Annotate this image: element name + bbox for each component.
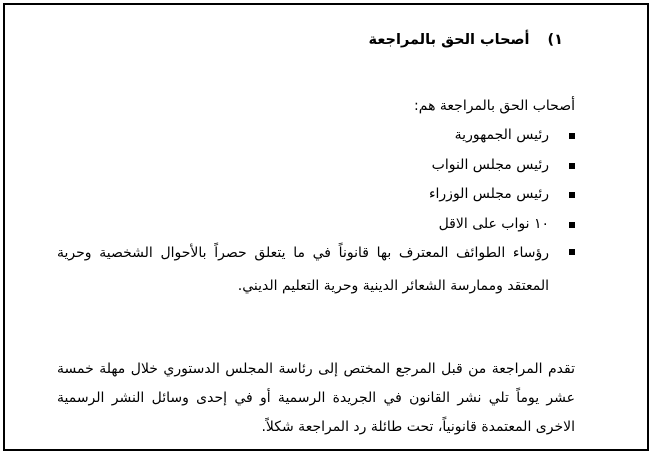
section-title: أصحاب الحق بالمراجعة: [368, 32, 530, 48]
document-body: [5, 5, 647, 449]
list-item: رؤساء الطوائف المعترف بها قانوناً في ما يتعلق حصراً بالأحوال الشخصية وحرية المعتقد وممارسة الشعائر الدينية وحرية التعليم الديني.: [57, 237, 575, 303]
list-item: ١٠ نواب على الاقل: [57, 210, 575, 240]
body-paragraph: تقدم المراجعة من قبل المرجع المختص إلى رئاسة المجلس الدستوري خلال مهلة خمسة عشر يوماً تلي نشر القانون في الجريدة الرسمية أو في إحدى وسائل النشر الرسمية الاخرى المعتمدة قانونياً، تحت طائلة رد المراجعة شكلاً.: [57, 361, 575, 435]
document-frame: [3, 3, 649, 451]
list-item: رئيس مجلس الوزراء: [57, 180, 575, 210]
list-item: رئيس الجمهورية: [57, 121, 575, 151]
list-item: رئيس مجلس النواب: [57, 151, 575, 181]
section-heading: [369, 32, 563, 48]
intro-line: أصحاب الحق بالمراجعة هم:: [414, 98, 575, 114]
bullet-list: [57, 121, 575, 303]
section-number: ١): [547, 32, 563, 48]
